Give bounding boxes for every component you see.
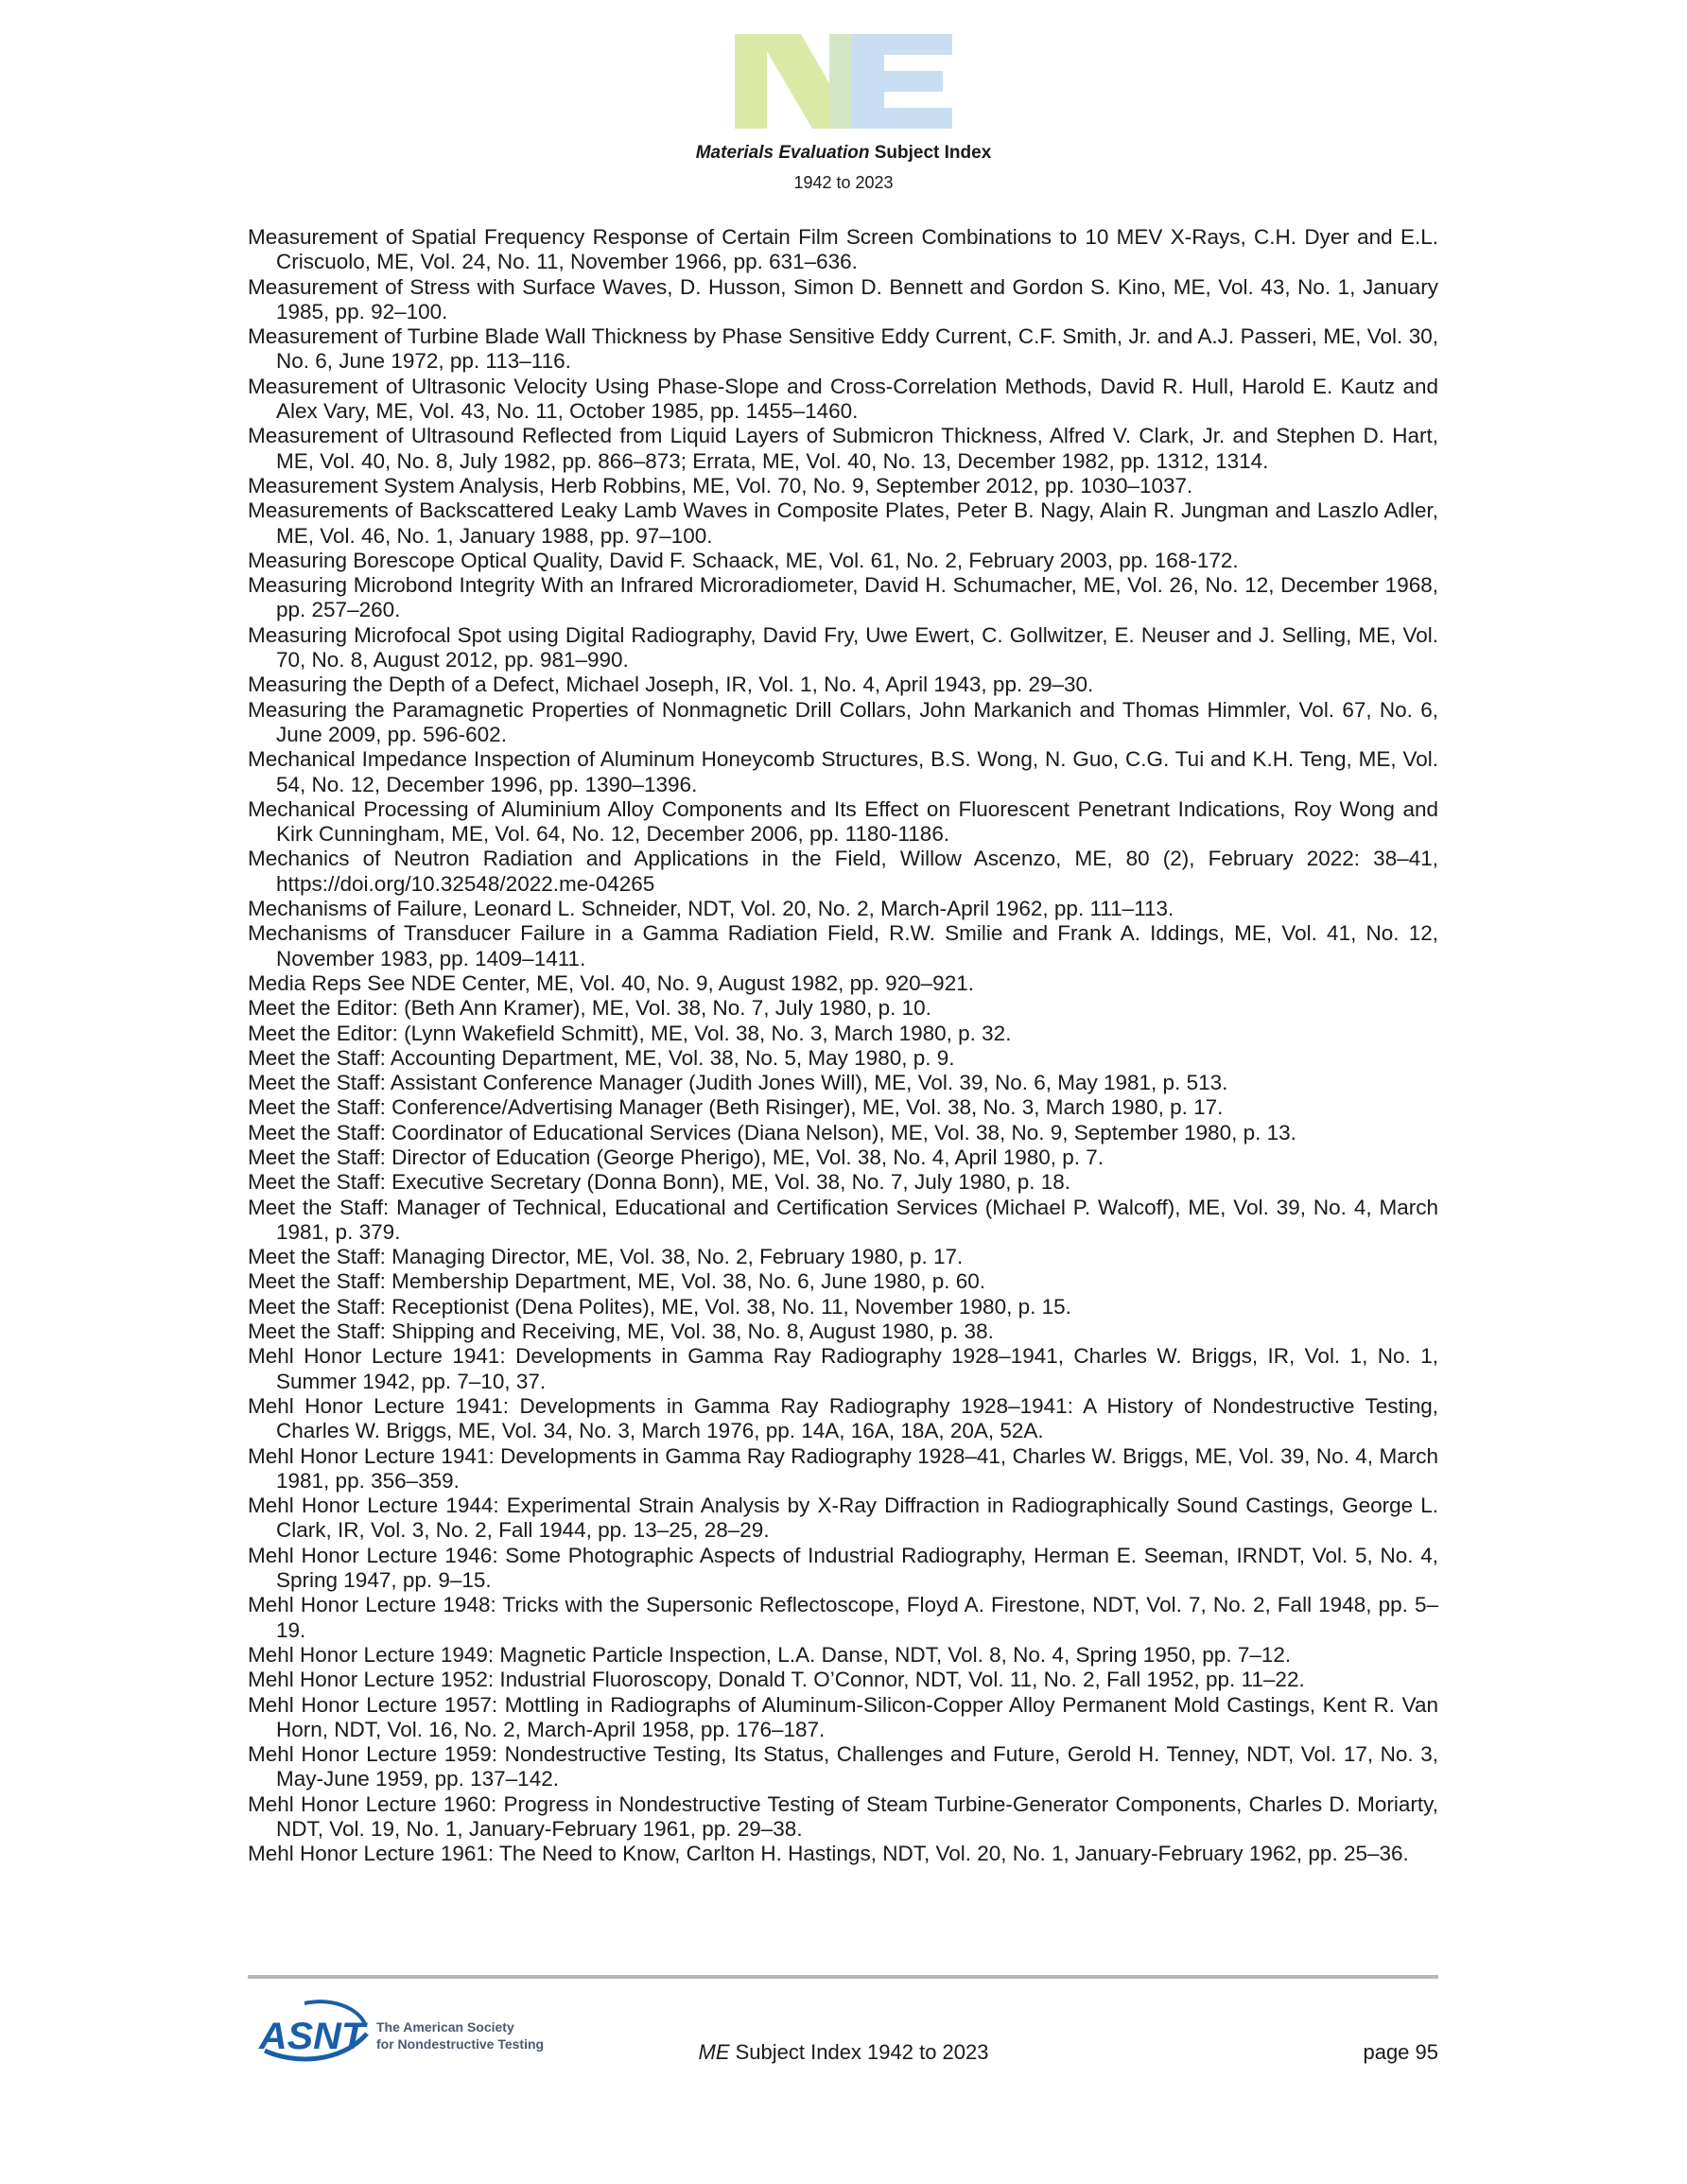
footer-title-rest: Subject Index 1942 to 2023	[729, 2040, 989, 2064]
index-entry: Measurement of Stress with Surface Waves, D. Husson, Simon D. Bennett and Gordon S. Kino, ME, Vol. 43, No. 1, January 1985, pp. 92–100.	[248, 274, 1438, 323]
index-entry: Meet the Staff: Executive Secretary (Donna Bonn), ME, Vol. 38, No. 7, July 1980, p. 18.	[248, 1170, 1071, 1195]
index-entry: Meet the Staff: Conference/Advertising Manager (Beth Risinger), ME, Vol. 38, No. 3, March 1980, p. 17.	[248, 1095, 1224, 1120]
index-entry: Mehl Honor Lecture 1961: The Need to Know, Carlton H. Hastings, NDT, Vol. 20, No. 1, January-February 1962, pp. 25–36.	[248, 1842, 1409, 1866]
index-entry: Mehl Honor Lecture 1941: Developments in Gamma Ray Radiography 1928–1941, Charles W. Briggs, IR, Vol. 1, No. 1, Summer 1942, pp. 7–10, 37.	[248, 1344, 1438, 1393]
index-entry: Meet the Staff: Coordinator of Educational Services (Diana Nelson), ME, Vol. 38, No. 9, September 1980, p. 13.	[248, 1120, 1296, 1144]
index-entry: Measuring Microfocal Spot using Digital Radiography, David Fry, Uwe Ewert, C. Gollwitzer, E. Neuser and J. Selling, ME, Vol. 70, No. 8, August 2012, pp. 981–990.	[248, 622, 1438, 673]
me-logo	[735, 34, 952, 129]
asnt-name-line2: for Nondestructive Testing	[376, 2036, 545, 2052]
index-entry: Mehl Honor Lecture 1949: Magnetic Particle Inspection, L.A. Danse, NDT, Vol. 8, No. 4, Spring 1950, pp. 7–12.	[248, 1642, 1292, 1667]
index-entry: Measurement of Turbine Blade Wall Thickness by Phase Sensitive Eddy Current, C.F. Smith, Jr. and A.J. Passeri, ME, Vol. 30, No. 6, June 1972, pp. 113–116.	[248, 324, 1438, 374]
index-entry: Meet the Staff: Assistant Conference Manager (Judith Jones Will), ME, Vol. 39, No. 6, May 1981, p. 513.	[248, 1071, 1228, 1095]
index-entry: Measuring the Depth of a Defect, Michael Joseph, IR, Vol. 1, No. 4, April 1943, pp. 29–30.	[248, 673, 1094, 697]
index-entry: Measurement of Spatial Frequency Response of Certain Film Screen Combinations to 10 MEV X-Rays, C.H. Dyer and E.L. Criscuolo, ME, Vol. 24, No. 11, November 1966, pp. 631–636.	[248, 225, 1438, 274]
header-title-italic: Materials Evaluation	[695, 143, 870, 163]
index-entry: Mechanical Processing of Aluminium Alloy Components and Its Effect on Fluorescent Penetrant Indications, Roy Wong and Kirk Cunningham, ME, Vol. 64, No. 12, December 2006, pp. 1180-1186.	[248, 796, 1438, 847]
index-entry: Meet the Editor: (Beth Ann Kramer), ME, Vol. 38, No. 7, July 1980, p. 10.	[248, 996, 931, 1021]
header-title	[0, 142, 1687, 165]
index-entry: Meet the Staff: Manager of Technical, Educational and Certification Services (Michael P. Walcoff), ME, Vol. 39, No. 4, March 1981, p. 379.	[248, 1195, 1438, 1244]
index-entry-list	[248, 225, 1438, 1867]
index-entry: Measuring Borescope Optical Quality, David F. Schaack, ME, Vol. 61, No. 2, February 2003, pp. 168-172.	[248, 548, 1239, 572]
index-entry: Meet the Staff: Accounting Department, ME, Vol. 38, No. 5, May 1980, p. 9.	[248, 1045, 955, 1070]
index-entry: Mehl Honor Lecture 1957: Mottling in Radiographs of Aluminum-Silicon-Copper Alloy Permanent Mold Castings, Kent R. Van Horn, NDT, Vol. 16, No. 2, March-April 1958, pp. 176–187.	[248, 1692, 1438, 1741]
index-entry: Mehl Honor Lecture 1959: Nondestructive Testing, Its Status, Challenges and Future, Gerold H. Tenney, NDT, Vol. 17, No. 3, May-June 1959, pp. 137–142.	[248, 1742, 1438, 1791]
index-entry: Measurement System Analysis, Herb Robbins, ME, Vol. 70, No. 9, September 2012, pp. 1030–1037.	[248, 473, 1193, 498]
asnt-mark: ASNT	[257, 2016, 369, 2057]
page-header	[0, 34, 1687, 193]
index-entry: Mehl Honor Lecture 1946: Some Photographic Aspects of Industrial Radiography, Herman E. Seeman, IRNDT, Vol. 5, No. 4, Spring 1947, pp. 9–15.	[248, 1543, 1438, 1593]
index-entry: Mehl Honor Lecture 1960: Progress in Nondestructive Testing of Steam Turbine-Generator Components, Charles D. Moriarty, NDT, Vol. 19, No. 1, January-February 1961, pp. 29–38.	[248, 1791, 1438, 1841]
index-entry: Mechanical Impedance Inspection of Aluminum Honeycomb Structures, B.S. Wong, N. Guo, C.G. Tui and K.H. Teng, ME, Vol. 54, No. 12, December 1996, pp. 1390–1396.	[248, 747, 1438, 796]
index-entry: Mehl Honor Lecture 1941: Developments in Gamma Ray Radiography 1928–41, Charles W. Briggs, ME, Vol. 39, No. 4, March 1981, pp. 356–359.	[248, 1443, 1438, 1493]
index-entry: Meet the Staff: Director of Education (George Pherigo), ME, Vol. 38, No. 4, April 1980, p. 7.	[248, 1144, 1104, 1169]
index-entry: Meet the Staff: Receptionist (Dena Polites), ME, Vol. 38, No. 11, November 1980, p. 15.	[248, 1294, 1071, 1319]
index-entry: Media Reps See NDE Center, ME, Vol. 40, No. 9, August 1982, pp. 920–921.	[248, 970, 974, 995]
index-entry: Mehl Honor Lecture 1952: Industrial Fluoroscopy, Donald T. O’Connor, NDT, Vol. 11, No. 2, Fall 1952, pp. 11–22.	[248, 1668, 1305, 1692]
index-entry: Measurement of Ultrasound Reflected from Liquid Layers of Submicron Thickness, Alfred V. Clark, Jr. and Stephen D. Hart, ME, Vol. 40, No. 8, July 1982, pp. 866–873; Errata, ME, Vol. 40, No. 13, December 1982, pp. 1312, 1314.	[248, 424, 1438, 473]
index-entry: Measurement of Ultrasonic Velocity Using Phase-Slope and Cross-Correlation Methods, David R. Hull, Harold E. Kautz and Alex Vary, ME, Vol. 43, No. 11, October 1985, pp. 1455–1460.	[248, 374, 1438, 424]
asnt-name-line1: The American Society	[376, 2019, 514, 2035]
logo-letter-e	[852, 34, 952, 129]
index-entry: Measuring the Paramagnetic Properties of Nonmagnetic Drill Collars, John Markanich and Thomas Himmler, Vol. 67, No. 6, June 2009, pp. 596-602.	[248, 697, 1438, 746]
header-title-rest: Subject Index	[869, 143, 992, 163]
index-entry: Mechanics of Neutron Radiation and Applications in the Field, Willow Ascenzo, ME, 80 (2), February 2022: 38–41, https://doi.org/10.32548/2022.me-04265	[248, 847, 1438, 896]
index-entry: Mehl Honor Lecture 1944: Experimental Strain Analysis by X-Ray Diffraction in Radiographically Sound Castings, George L. Clark, IR, Vol. 3, No. 2, Fall 1944, pp. 13–25, 28–29.	[248, 1494, 1438, 1543]
index-entry: Mehl Honor Lecture 1948: Tricks with the Supersonic Reflectoscope, Floyd A. Firestone, NDT, Vol. 7, No. 2, Fall 1948, pp. 5–19.	[248, 1593, 1438, 1642]
header-years: 1942 to 2023	[793, 173, 894, 192]
index-entry: Mechanisms of Transducer Failure in a Gamma Radiation Field, R.W. Smilie and Frank A. Iddings, ME, Vol. 41, No. 12, November 1983, pp. 1409–1411.	[248, 921, 1438, 970]
footer-title-italic: ME	[698, 2040, 730, 2064]
index-entry: Measurements of Backscattered Leaky Lamb Waves in Composite Plates, Peter B. Nagy, Alain R. Jungman and Laszlo Adler, ME, Vol. 46, No. 1, January 1988, pp. 97–100.	[248, 498, 1438, 548]
footer-divider	[248, 1975, 1438, 1979]
page-number: page 95	[1363, 2040, 1438, 2064]
logo-letter-m	[735, 34, 852, 129]
index-entry: Mehl Honor Lecture 1941: Developments in Gamma Ray Radiography 1928–1941: A History of Nondestructive Testing, Charles W. Briggs, ME, Vol. 34, No. 3, March 1976, pp. 14A, 16A, 18A, 20A, 52A.	[248, 1393, 1438, 1443]
index-entry: Mechanisms of Failure, Leonard L. Schneider, NDT, Vol. 20, No. 2, March-April 1962, pp. 111–113.	[248, 897, 1174, 921]
index-entry: Meet the Staff: Managing Director, ME, Vol. 38, No. 2, February 1980, p. 17.	[248, 1245, 964, 1269]
index-entry: Meet the Editor: (Lynn Wakefield Schmitt), ME, Vol. 38, No. 3, March 1980, p. 32.	[248, 1021, 1012, 1045]
index-entry: Measuring Microbond Integrity With an Infrared Microradiometer, David H. Schumacher, ME, Vol. 26, No. 12, December 1968, pp. 257–260.	[248, 573, 1438, 622]
index-entry: Meet the Staff: Shipping and Receiving, ME, Vol. 38, No. 8, August 1980, p. 38.	[248, 1319, 994, 1344]
index-entry: Meet the Staff: Membership Department, ME, Vol. 38, No. 6, June 1980, p. 60.	[248, 1269, 986, 1294]
